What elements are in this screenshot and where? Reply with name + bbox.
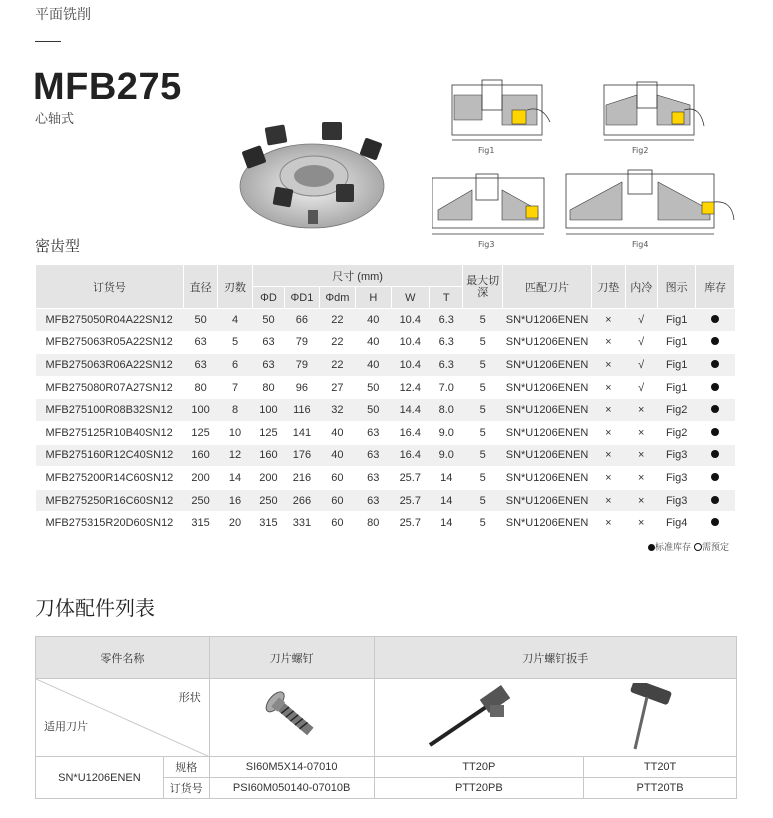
cell-coolant: ×	[625, 489, 657, 512]
col-teeth: 刃数	[218, 265, 252, 309]
screw-order: PSI60M050140-07010B	[209, 778, 374, 799]
cell-D: 160	[252, 444, 284, 467]
cell-teeth: 5	[218, 331, 252, 354]
cell-dm: 60	[319, 467, 355, 490]
cell-stock	[696, 376, 735, 399]
cell-shim: ×	[592, 399, 625, 422]
tt20p-wrench-icon	[420, 683, 520, 753]
cell-diameter: 250	[183, 489, 217, 512]
legend-standard: 标准库存	[655, 543, 692, 553]
cell-T: 9.0	[430, 444, 463, 467]
cell-T: 14	[430, 512, 463, 535]
cell-insert: SN*U1206ENEN	[502, 354, 591, 377]
cell-T: 7.0	[430, 376, 463, 399]
cell-depth: 5	[463, 376, 503, 399]
cell-D1: 216	[285, 467, 319, 490]
cell-D: 50	[252, 309, 284, 332]
fig3-caption: Fig3	[478, 240, 495, 249]
cell-figure: Fig1	[657, 354, 695, 377]
cell-diameter: 63	[183, 331, 217, 354]
col-stock: 库存	[696, 265, 735, 309]
screw-icon	[262, 684, 322, 748]
cell-stock	[696, 309, 735, 332]
spec-table	[35, 264, 735, 535]
cell-depth: 5	[463, 512, 503, 535]
cell-W: 25.7	[391, 512, 429, 535]
stock-dot-icon	[711, 450, 719, 458]
cell-D: 200	[252, 467, 284, 490]
col-D: ΦD	[252, 287, 284, 309]
stock-dot-icon	[711, 315, 719, 323]
part-name-header: 零件名称	[36, 637, 210, 679]
cell-insert: SN*U1206ENEN	[502, 444, 591, 467]
wrench-p-order: PTT20PB	[374, 778, 584, 799]
col-dm: Φdm	[319, 287, 355, 309]
cell-D: 63	[252, 331, 284, 354]
fig1-drawing	[452, 80, 550, 140]
cell-depth: 5	[463, 467, 503, 490]
cell-D: 100	[252, 399, 284, 422]
cell-depth: 5	[463, 354, 503, 377]
fig4-drawing	[566, 170, 734, 234]
cell-diameter: 160	[183, 444, 217, 467]
cell-T: 14	[430, 489, 463, 512]
col-insert: 匹配刀片	[502, 265, 591, 309]
cell-insert: SN*U1206ENEN	[502, 331, 591, 354]
insert-cell: SN*U1206ENEN	[36, 757, 164, 799]
table-row	[36, 309, 735, 332]
fig2-caption: Fig2	[632, 146, 649, 155]
cell-stock	[696, 467, 735, 490]
cell-dm: 60	[319, 489, 355, 512]
cell-dm: 60	[319, 512, 355, 535]
cell-figure: Fig2	[657, 421, 695, 444]
cell-D1: 176	[285, 444, 319, 467]
cell-T: 6.3	[430, 331, 463, 354]
cell-T: 6.3	[430, 354, 463, 377]
cell-D: 250	[252, 489, 284, 512]
legend-preset: 需预定	[702, 543, 730, 553]
cell-dm: 22	[319, 354, 355, 377]
cell-order: MFB275315R20D60SN12	[36, 512, 184, 535]
cell-stock	[696, 331, 735, 354]
table-row	[36, 467, 735, 490]
cell-stock	[696, 399, 735, 422]
cell-D1: 96	[285, 376, 319, 399]
shape-label: 形状	[178, 692, 201, 704]
wrench-header: 刀片螺钉扳手	[374, 637, 737, 679]
technical-drawings	[432, 70, 748, 256]
cell-coolant: ×	[625, 467, 657, 490]
cell-D1: 79	[285, 354, 319, 377]
col-T: T	[430, 287, 463, 309]
cell-H: 80	[356, 512, 391, 535]
col-shim: 刀垫	[592, 265, 625, 309]
wrench-t-spec: TT20T	[584, 757, 737, 778]
cell-depth: 5	[463, 421, 503, 444]
cell-order: MFB275100R08B32SN12	[36, 399, 184, 422]
stock-dot-icon	[711, 518, 719, 526]
tt20t-wrench-icon	[611, 683, 691, 753]
cell-W: 14.4	[391, 399, 429, 422]
col-diameter: 直径	[183, 265, 217, 309]
cell-depth: 5	[463, 489, 503, 512]
cell-W: 25.7	[391, 489, 429, 512]
fig1-caption: Fig1	[478, 146, 495, 155]
spec-label: 规格	[163, 757, 209, 778]
title-divider	[35, 41, 61, 42]
cell-coolant: ×	[625, 421, 657, 444]
table-row	[36, 444, 735, 467]
table-row	[36, 489, 735, 512]
cell-depth: 5	[463, 331, 503, 354]
cell-T: 9.0	[430, 421, 463, 444]
cell-order: MFB275080R07A27SN12	[36, 376, 184, 399]
wrench-t-order: PTT20TB	[584, 778, 737, 799]
cell-teeth: 20	[218, 512, 252, 535]
cell-H: 63	[356, 444, 391, 467]
cell-figure: Fig3	[657, 467, 695, 490]
cell-stock	[696, 489, 735, 512]
cell-shim: ×	[592, 331, 625, 354]
cell-teeth: 16	[218, 489, 252, 512]
stock-legend	[648, 540, 729, 553]
cell-W: 16.4	[391, 444, 429, 467]
cell-figure: Fig1	[657, 309, 695, 332]
cell-diameter: 63	[183, 354, 217, 377]
screw-header: 刀片螺钉	[209, 637, 374, 679]
cell-dm: 27	[319, 376, 355, 399]
cell-W: 25.7	[391, 467, 429, 490]
table-row	[36, 331, 735, 354]
fig2-drawing	[604, 82, 704, 140]
cell-D1: 331	[285, 512, 319, 535]
cell-D: 63	[252, 354, 284, 377]
cell-figure: Fig1	[657, 376, 695, 399]
cell-stock	[696, 421, 735, 444]
cell-H: 40	[356, 331, 391, 354]
accessories-table	[35, 636, 737, 799]
cell-shim: ×	[592, 309, 625, 332]
cell-teeth: 4	[218, 309, 252, 332]
stock-dot-icon	[711, 496, 719, 504]
cell-diameter: 125	[183, 421, 217, 444]
cell-H: 40	[356, 309, 391, 332]
cell-T: 14	[430, 467, 463, 490]
wrench-p-spec: TT20P	[374, 757, 584, 778]
cell-figure: Fig1	[657, 331, 695, 354]
cell-shim: ×	[592, 376, 625, 399]
section-title: 平面铣削	[35, 7, 91, 23]
screw-spec: SI60M5X14-07010	[209, 757, 374, 778]
stock-dot-icon	[711, 473, 719, 481]
stock-dot-icon	[711, 360, 719, 368]
cell-W: 12.4	[391, 376, 429, 399]
cell-order: MFB275050R04A22SN12	[36, 309, 184, 332]
cell-W: 16.4	[391, 421, 429, 444]
cell-D1: 116	[285, 399, 319, 422]
milling-cutter-image	[230, 118, 395, 233]
cell-shim: ×	[592, 512, 625, 535]
cell-coolant: √	[625, 331, 657, 354]
cell-stock	[696, 354, 735, 377]
cell-stock	[696, 444, 735, 467]
col-dimensions: 尺寸 (mm)	[252, 265, 463, 287]
stock-dot-icon	[711, 428, 719, 436]
cell-insert: SN*U1206ENEN	[502, 376, 591, 399]
cell-teeth: 7	[218, 376, 252, 399]
cell-D1: 266	[285, 489, 319, 512]
spec-table-body	[36, 309, 735, 535]
cell-coolant: √	[625, 309, 657, 332]
cell-coolant: ×	[625, 399, 657, 422]
cell-diameter: 100	[183, 399, 217, 422]
cell-H: 40	[356, 354, 391, 377]
col-W: W	[391, 287, 429, 309]
cell-diameter: 80	[183, 376, 217, 399]
cell-T: 8.0	[430, 399, 463, 422]
cell-W: 10.4	[391, 331, 429, 354]
cell-depth: 5	[463, 444, 503, 467]
cell-insert: SN*U1206ENEN	[502, 399, 591, 422]
cell-shim: ×	[592, 489, 625, 512]
cell-diameter: 50	[183, 309, 217, 332]
cell-figure: Fig4	[657, 512, 695, 535]
cell-order: MFB275160R12C40SN12	[36, 444, 184, 467]
cell-T: 6.3	[430, 309, 463, 332]
table-row	[36, 421, 735, 444]
cell-figure: Fig2	[657, 399, 695, 422]
cell-figure: Fig3	[657, 444, 695, 467]
cell-depth: 5	[463, 399, 503, 422]
cell-H: 50	[356, 376, 391, 399]
product-model: MFB275	[33, 66, 182, 108]
cell-diameter: 315	[183, 512, 217, 535]
applicable-insert-label: 适用刀片	[44, 721, 88, 733]
cell-D: 80	[252, 376, 284, 399]
cell-teeth: 8	[218, 399, 252, 422]
cell-dm: 22	[319, 309, 355, 332]
cell-H: 63	[356, 467, 391, 490]
cell-insert: SN*U1206ENEN	[502, 309, 591, 332]
cell-dm: 22	[319, 331, 355, 354]
cell-dm: 32	[319, 399, 355, 422]
cell-coolant: √	[625, 376, 657, 399]
col-D1: ΦD1	[285, 287, 319, 309]
cell-insert: SN*U1206ENEN	[502, 467, 591, 490]
col-order: 订货号	[36, 265, 184, 309]
fig4-caption: Fig4	[632, 240, 649, 249]
order-label: 订货号	[163, 778, 209, 799]
cell-H: 63	[356, 489, 391, 512]
cell-W: 10.4	[391, 309, 429, 332]
cell-figure: Fig3	[657, 489, 695, 512]
cell-insert: SN*U1206ENEN	[502, 421, 591, 444]
stock-dot-icon	[711, 383, 719, 391]
cell-order: MFB275125R10B40SN12	[36, 421, 184, 444]
cell-D1: 79	[285, 331, 319, 354]
cell-insert: SN*U1206ENEN	[502, 512, 591, 535]
cell-W: 10.4	[391, 354, 429, 377]
product-subtitle: 心轴式	[35, 112, 75, 127]
cell-shim: ×	[592, 467, 625, 490]
cell-coolant: ×	[625, 444, 657, 467]
cell-shim: ×	[592, 354, 625, 377]
density-title: 密齿型	[35, 237, 81, 255]
cell-depth: 5	[463, 309, 503, 332]
table-row	[36, 512, 735, 535]
cell-teeth: 14	[218, 467, 252, 490]
cell-teeth: 10	[218, 421, 252, 444]
cell-D: 315	[252, 512, 284, 535]
col-H: H	[356, 287, 391, 309]
stock-dot-icon	[711, 405, 719, 413]
table-row	[36, 399, 735, 422]
cell-coolant: ×	[625, 512, 657, 535]
cell-order: MFB275063R06A22SN12	[36, 354, 184, 377]
col-figure: 图示	[657, 265, 695, 309]
screw-image-cell	[209, 679, 374, 757]
cell-insert: SN*U1206ENEN	[502, 489, 591, 512]
wrench-images-cell	[374, 679, 737, 757]
accessories-title: 刀体配件列表	[35, 596, 155, 620]
cell-order: MFB275250R16C60SN12	[36, 489, 184, 512]
cell-teeth: 6	[218, 354, 252, 377]
table-row	[36, 354, 735, 377]
cell-D: 125	[252, 421, 284, 444]
cell-coolant: √	[625, 354, 657, 377]
cell-D1: 141	[285, 421, 319, 444]
col-coolant: 内冷	[625, 265, 657, 309]
diagonal-header-cell	[36, 679, 210, 757]
cell-stock	[696, 512, 735, 535]
fig3-drawing	[432, 174, 544, 234]
cell-order: MFB275063R05A22SN12	[36, 331, 184, 354]
cell-H: 50	[356, 399, 391, 422]
stock-dot-icon	[711, 337, 719, 345]
cell-shim: ×	[592, 444, 625, 467]
preset-ring-icon	[694, 543, 702, 551]
cell-D1: 66	[285, 309, 319, 332]
cell-shim: ×	[592, 421, 625, 444]
cell-order: MFB275200R14C60SN12	[36, 467, 184, 490]
cell-teeth: 12	[218, 444, 252, 467]
cell-diameter: 200	[183, 467, 217, 490]
cell-H: 63	[356, 421, 391, 444]
cell-dm: 40	[319, 421, 355, 444]
standard-stock-dot-icon	[648, 544, 655, 551]
col-max-depth: 最大切深	[463, 265, 503, 309]
table-row	[36, 376, 735, 399]
cell-dm: 40	[319, 444, 355, 467]
